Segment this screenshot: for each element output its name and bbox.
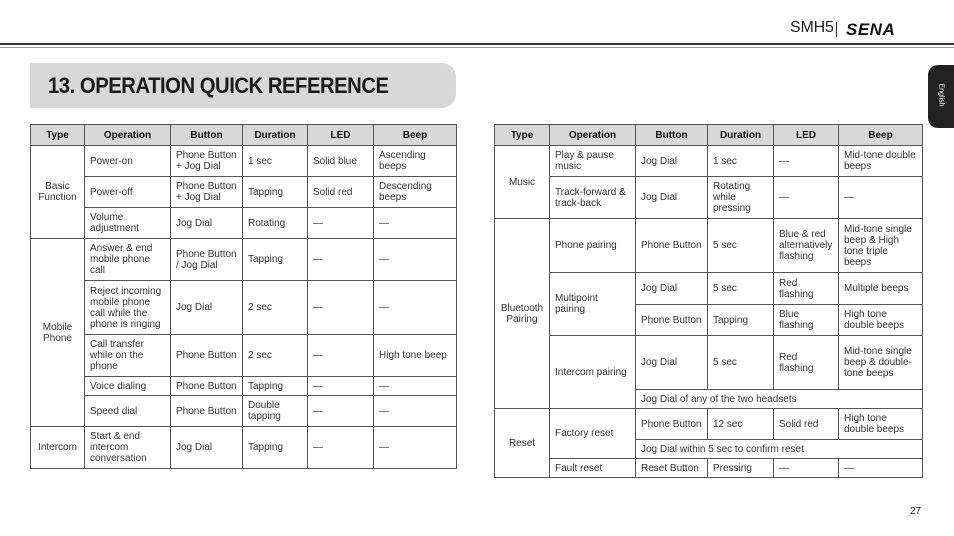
type-cell: Bluetooth Pairing [495,219,550,409]
button-cell: Jog Dial [636,146,708,177]
operation-cell: Multipoint pairing [550,273,636,336]
table-row [31,146,457,177]
col-header-duration: Duration [243,125,308,146]
table-row [495,409,923,440]
operation-cell: Speed dial [85,396,171,427]
operation-cell: Power-on [85,146,171,177]
brand-logo: SENA [846,20,896,39]
beep-cell: — [374,396,457,427]
operation-cell: Factory reset [550,409,636,459]
type-cell: Reset [495,409,550,478]
button-cell: Phone Button [171,396,243,427]
table-row [31,427,457,469]
beep-cell: High tone double beeps [839,409,923,440]
led-cell: Solid blue [308,146,374,177]
beep-cell: Mid-tone double beeps [839,146,923,177]
led-cell: — [308,396,374,427]
led-cell: — [308,281,374,335]
led-cell: — [774,459,839,478]
duration-cell: Tapping [243,177,308,208]
led-cell: — [308,427,374,469]
beep-cell: — [374,208,457,239]
duration-cell: 1 sec [243,146,308,177]
table-row [495,177,923,219]
beep-cell: Mid-tone single beep & double-tone beeps [839,336,923,390]
duration-cell: 5 sec [708,273,774,305]
language-tab-label: English [937,83,945,107]
table-row [31,396,457,427]
button-cell: Phone Button + Jog Dial [171,177,243,208]
beep-cell: — [374,427,457,469]
note-cell: Jog Dial within 5 sec to confirm reset [636,440,923,459]
table-header-row [495,125,923,146]
table-row [495,219,923,273]
beep-cell: — [374,239,457,281]
col-header-beep: Beep [374,125,457,146]
beep-cell: Multiple beeps [839,273,923,305]
duration-cell: 1 sec [708,146,774,177]
button-cell: Jog Dial [636,177,708,219]
led-cell: — [308,335,374,377]
col-header-beep: Beep [839,125,923,146]
duration-cell: Rotating [243,208,308,239]
duration-cell: 5 sec [708,219,774,273]
header-rule [0,43,954,45]
header-rule-thin [0,47,954,48]
type-cell: Mobile Phone [31,239,85,427]
page-title: 13. OPERATION QUICK REFERENCE [48,73,389,98]
duration-cell: Tapping [243,427,308,469]
operation-cell: Track-forward & track-back [550,177,636,219]
led-cell: Blue & red alternatively flashing [774,219,839,273]
beep-cell: High tone beep [374,335,457,377]
beep-cell: Mid-tone single beep & High tone triple beeps [839,219,923,273]
button-cell: Jog Dial [636,336,708,390]
table-row [495,459,923,478]
button-cell: Phone Button + Jog Dial [171,146,243,177]
col-header-led: LED [774,125,839,146]
operation-cell: Fault reset [550,459,636,478]
led-cell: Solid red [308,177,374,208]
duration-cell: Tapping [243,239,308,281]
type-cell: Intercom [31,427,85,469]
operation-cell: Start & end intercom conversation [85,427,171,469]
button-cell: Phone Button [636,305,708,336]
button-cell: Jog Dial [171,281,243,335]
table-row [495,273,923,305]
operation-cell: Play & pause music [550,146,636,177]
button-cell: Phone Button [171,377,243,396]
button-cell: Jog Dial [171,208,243,239]
beep-cell: — [839,459,923,478]
col-header-type: Type [31,125,85,146]
led-cell: — [774,146,839,177]
page-number: 27 [910,506,922,517]
duration-cell: 2 sec [243,335,308,377]
button-cell: Phone Button [636,409,708,440]
led-cell: Solid red [774,409,839,440]
col-header-duration: Duration [708,125,774,146]
led-cell: Red flashing [774,273,839,305]
duration-cell: Tapping [708,305,774,336]
operation-cell: Answer & end mobile phone call [85,239,171,281]
right-reference-table [494,124,923,478]
led-cell: Blue flashing [774,305,839,336]
duration-cell: 12 sec [708,409,774,440]
operation-cell: Intercom pairing [550,336,636,409]
table-row [31,281,457,335]
duration-cell: Pressing [708,459,774,478]
table-row [31,377,457,396]
table-row [31,335,457,377]
header-separator [836,22,837,37]
led-cell: — [308,208,374,239]
operation-cell: Volume adjustment [85,208,171,239]
led-cell: Red flashing [774,336,839,390]
button-cell: Jog Dial [171,427,243,469]
button-cell: Phone Button / Jog Dial [171,239,243,281]
type-cell: Music [495,146,550,219]
duration-cell: 5 sec [708,336,774,390]
beep-cell: — [839,177,923,219]
table-row [31,208,457,239]
table-row [495,336,923,390]
col-header-button: Button [171,125,243,146]
col-header-operation: Operation [85,125,171,146]
beep-cell: — [374,377,457,396]
header-model: SMH5 [790,19,834,36]
operation-cell: Power-off [85,177,171,208]
col-header-button: Button [636,125,708,146]
col-header-type: Type [495,125,550,146]
led-cell: — [308,239,374,281]
beep-cell: High tone double beeps [839,305,923,336]
col-header-operation: Operation [550,125,636,146]
table-row [31,177,457,208]
button-cell: Reset Button [636,459,708,478]
button-cell: Phone Button [636,219,708,273]
operation-cell: Voice dialing [85,377,171,396]
duration-cell: Tapping [243,377,308,396]
led-cell: — [774,177,839,219]
left-reference-table [30,124,457,469]
beep-cell: Descending beeps [374,177,457,208]
note-cell: Jog Dial of any of the two headsets [636,390,923,409]
col-header-led: LED [308,125,374,146]
duration-cell: Rotating while pressing [708,177,774,219]
duration-cell: Double tapping [243,396,308,427]
operation-cell: Reject incoming mobile phone call while the phone is ringing [85,281,171,335]
operation-cell: Call transfer while on the phone [85,335,171,377]
table-row [495,146,923,177]
operation-cell: Phone pairing [550,219,636,273]
beep-cell: Ascending beeps [374,146,457,177]
type-cell: Basic Function [31,146,85,239]
button-cell: Phone Button [171,335,243,377]
duration-cell: 2 sec [243,281,308,335]
table-header-row [31,125,457,146]
table-row [31,239,457,281]
led-cell: — [308,377,374,396]
button-cell: Jog Dial [636,273,708,305]
beep-cell: — [374,281,457,335]
